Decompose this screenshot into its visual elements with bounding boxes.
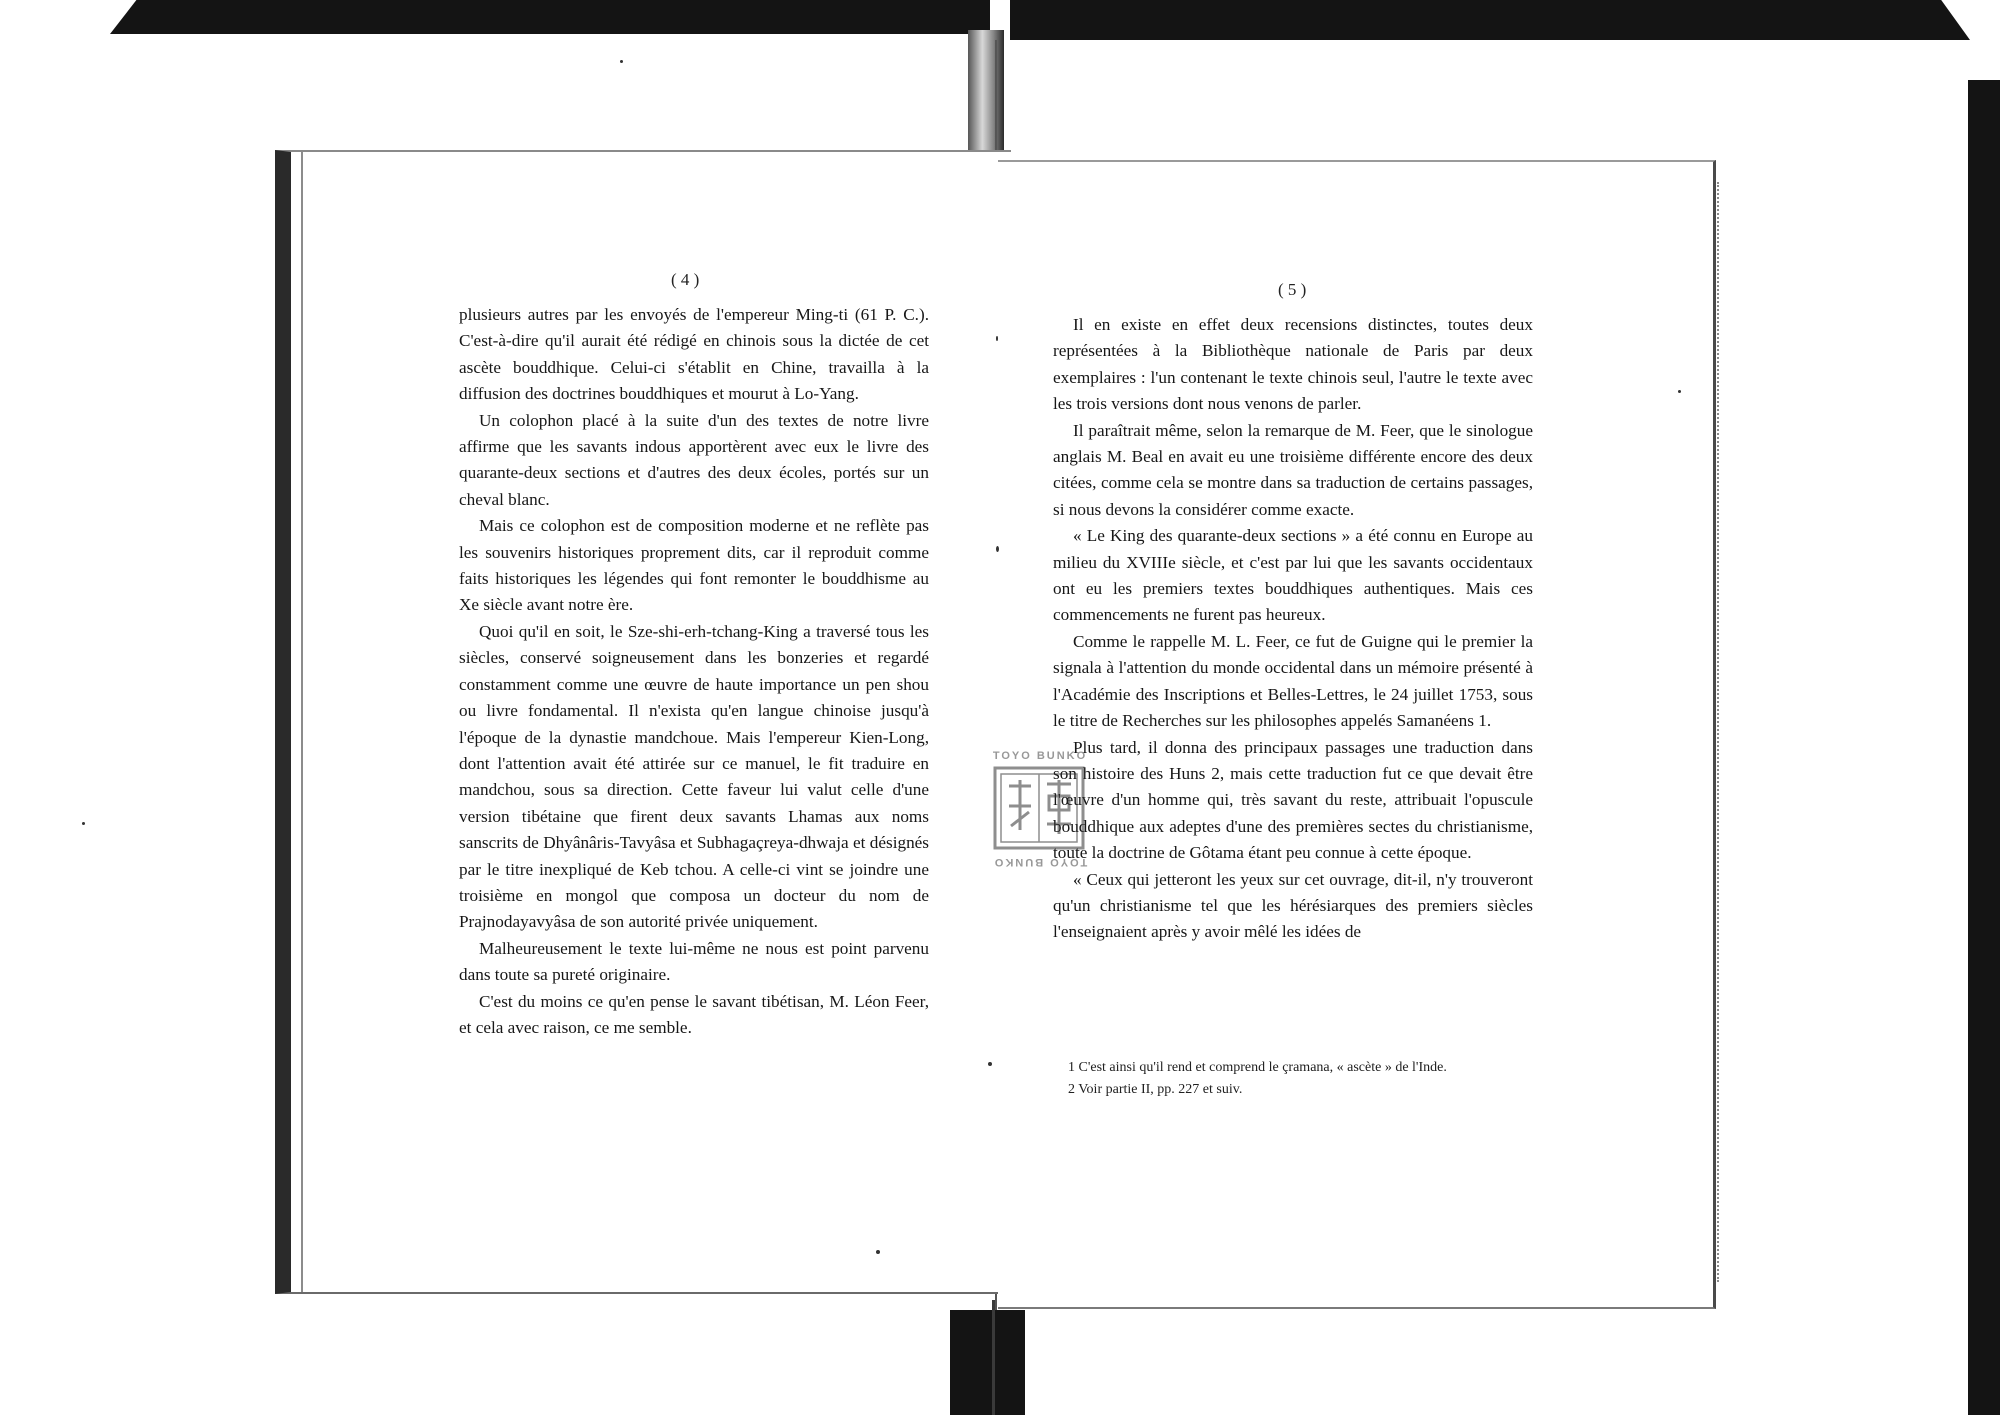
paragraph: « Le King des quarante-deux sections » a été connu en Europe au milieu du XVIIIe siècle, et c'est par lui que les savants occidentaux ont eu les premiers textes bouddhiques authentiques. Mais ces commencements ne furent pas heureux. — [1053, 526, 1533, 625]
scan-border-top-right — [1010, 0, 1970, 40]
page-number-left: ( 4 ) — [671, 270, 700, 289]
right-page — [998, 160, 1716, 1309]
library-stamp — [985, 750, 1095, 868]
scan-border-bottom — [950, 1310, 1025, 1415]
right-page-text — [1053, 312, 1533, 946]
scan-speck — [82, 822, 85, 825]
stamp-seal-icon — [993, 766, 1085, 850]
scan-speck — [620, 60, 623, 63]
scan-speck — [996, 546, 999, 552]
page-number-right: ( 5 ) — [1278, 280, 1307, 299]
paragraph: Comme le rappelle M. L. Feer, ce fut de Guigne qui le premier la signala à l'attention du monde occidental dans un mémoire présenté à l'Académie des Inscriptions et Belles-Lettres, le 24 juillet 1753, sous le titre de Recherches sur les philosophes appelés Samanéens 1. — [1053, 631, 1533, 731]
left-page-text — [459, 302, 929, 1041]
scan-border-bottom-shadow — [992, 1300, 995, 1415]
scan-speck — [1678, 390, 1681, 393]
paragraph: Un colophon placé à la suite d'un des textes de notre livre affirme que les savants indous apportèrent avec eux le livre des quarante-deux sections et d'autres des deux écoles, portés sur un cheval blanc. — [459, 410, 929, 509]
footnote: 1 C'est ainsi qu'il rend et comprend le çramana, « ascète » de l'Inde. — [1068, 1060, 1447, 1075]
paragraph: « Ceux qui jetteront les yeux sur cet ouvrage, dit-il, n'y trouveront qu'un christianisme tel que les hérésiarques des premiers siècles l'enseignaient après y avoir mêlé les idées de — [1053, 869, 1533, 942]
paragraph: plusieurs autres par les envoyés de l'empereur Ming-ti (61 P. C.). C'est-à-dire qu'il aurait été rédigé en chinois sous la dictée de cet ascète bouddhique. Celui-ci s'établit en Chine, travailla à la diffusion des doctrines bouddhiques et mourut à Lo-Yang. — [459, 305, 929, 404]
book-spine — [968, 30, 1004, 170]
scan-speck — [988, 1062, 992, 1066]
left-page — [275, 150, 1011, 1294]
footnote: 2 Voir partie II, pp. 227 et suiv. — [1068, 1082, 1243, 1097]
scan-border-right — [1968, 80, 2000, 1415]
scan-speck — [996, 336, 998, 341]
paragraph: Il en existe en effet deux recensions distinctes, toutes deux représentées à la Bibliothèque nationale de Paris par deux exemplaires : l'un contenant le texte chinois seul, l'autre le texte avec les trois versions dont nous venons de parler. — [1053, 315, 1533, 414]
paragraph: Plus tard, il donna des principaux passages une traduction dans son histoire des Huns 2, mais cette traduction fut ce que devait être l'œuvre d'un homme qui, très savant du reste, attribuait l'opuscule bouddhique aux adeptes d'une des premières sectes du christianisme, toute la doctrine de Gôtama étant peu connue à cette époque. — [1053, 737, 1533, 863]
footnotes — [1068, 1057, 1447, 1101]
paragraph: Malheureusement le texte lui-même ne nous est point parvenu dans toute sa pureté originaire. — [459, 938, 929, 985]
scan-speck — [876, 1250, 880, 1254]
stamp-label-bottom: TOYO BUNKO — [992, 856, 1088, 868]
stamp-label-top: TOYO BUNKO — [992, 750, 1088, 762]
paragraph: C'est du moins ce qu'en pense le savant tibétisan, M. Léon Feer, et cela avec raison, ce me semble. — [459, 991, 929, 1037]
scan-border-top-left — [110, 0, 990, 34]
paragraph: Quoi qu'il en soit, le Sze-shi-erh-tchang-King a traversé tous les siècles, conservé soigneusement dans les bonzeries et regardé constamment comme une œuvre de haute importance un pen shou ou livre fondamental. Il n'exista qu'en langue chinoise jusqu'à l'époque de la dynastie mandchoue. Mais l'empereur Kien-Long, dont l'attention avait été attirée sur ce manuel, le fit traduire en mandchou, sous sa direction. Cette faveur lui valut celle d'une version tibétaine que firent deux savants Lhamas aux noms sanscrits de Dhyânâris-Tavyâsa et Subhagaçreya-dhwaja et désignés par le titre inexpliqué de Keb tchou. A celle-ci vint se joindre une troisième en mongol que composa un docteur du nom de Prajnodayavyâsa de son autorité privée uniquement. — [459, 621, 929, 932]
paragraph: Il paraîtrait même, selon la remarque de M. Feer, que le sinologue anglais M. Beal en avait eu une troisième différente encore des deux citées, comme cela se montre dans sa traduction de certains passages, si nous devons la considérer comme exacte. — [1053, 420, 1533, 519]
paragraph: Mais ce colophon est de composition moderne et ne reflète pas les souvenirs historiques proprement dits, car il reproduit comme faits historiques les légendes qui font remonter le bouddhisme au Xe siècle avant notre ère. — [459, 516, 929, 615]
